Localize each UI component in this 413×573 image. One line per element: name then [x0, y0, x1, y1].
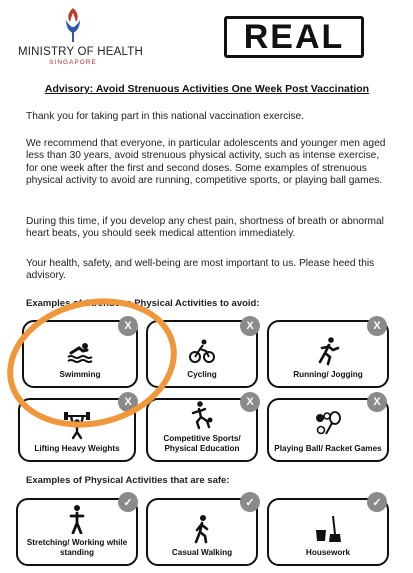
avoid-x-badge: X — [118, 316, 138, 336]
paragraph-wellbeing: Your health, safety, and well-being are most important to us. Please heed this advisory. — [26, 258, 375, 282]
sports-icon — [187, 400, 217, 430]
card-label: Running/ Jogging — [293, 370, 363, 379]
running-icon — [313, 336, 343, 366]
standing-icon — [62, 504, 92, 534]
paragraph-recommendation: We recommend that everyone, in particular adolescents and younger men aged less than 30 years, avoid strenuous physical activity, such as intense exercise, for one week after the first and second doses. Some examples of strenuous physical activity to avoid are running, competitive sports, or playing ball games. — [26, 138, 386, 187]
avoid-heading: Examples of Strenuous Physical Activities to avoid: — [26, 298, 260, 309]
card-label: Lifting Heavy Weights — [34, 444, 120, 453]
card-label: Housework — [305, 548, 351, 557]
real-stamp: REAL — [224, 16, 364, 58]
card-label: Swimming — [59, 370, 101, 379]
org-subtitle: SINGAPORE — [49, 59, 97, 66]
org-name: MINISTRY OF HEALTH — [18, 46, 144, 58]
card-label: Stretching/ Working while standing — [26, 538, 128, 557]
safe-check-badge: ✓ — [240, 492, 260, 512]
moh-emblem-icon — [62, 6, 84, 44]
cycling-icon — [187, 336, 217, 366]
safe-heading: Examples of Physical Activities that are safe: — [26, 475, 230, 486]
housework-icon — [313, 514, 343, 544]
avoid-x-badge: X — [240, 316, 260, 336]
avoid-x-badge: X — [367, 392, 387, 412]
card-label: Playing Ball/ Racket Games — [274, 444, 382, 453]
card-label: Cycling — [187, 370, 217, 379]
card-label: Competitive Sports/ Physical Education — [163, 434, 241, 453]
avoid-x-badge: X — [240, 392, 260, 412]
card-label: Casual Walking — [171, 548, 233, 557]
moh-logo — [18, 6, 144, 66]
avoid-x-badge: X — [118, 392, 138, 412]
walking-icon — [187, 514, 217, 544]
advisory-title: Advisory: Avoid Strenuous Activities One Week Post Vaccination — [44, 83, 370, 95]
paragraph-symptoms: During this time, if you develop any chest pain, shortness of breath or abnormal heart beats, you should seek medical attention immediately. — [26, 216, 384, 240]
avoid-x-badge: X — [367, 316, 387, 336]
ball-games-icon — [313, 410, 343, 440]
safe-check-badge: ✓ — [367, 492, 387, 512]
paragraph-thanks: Thank you for taking part in this national vaccination exercise. — [26, 111, 305, 122]
safe-check-badge: ✓ — [118, 492, 138, 512]
